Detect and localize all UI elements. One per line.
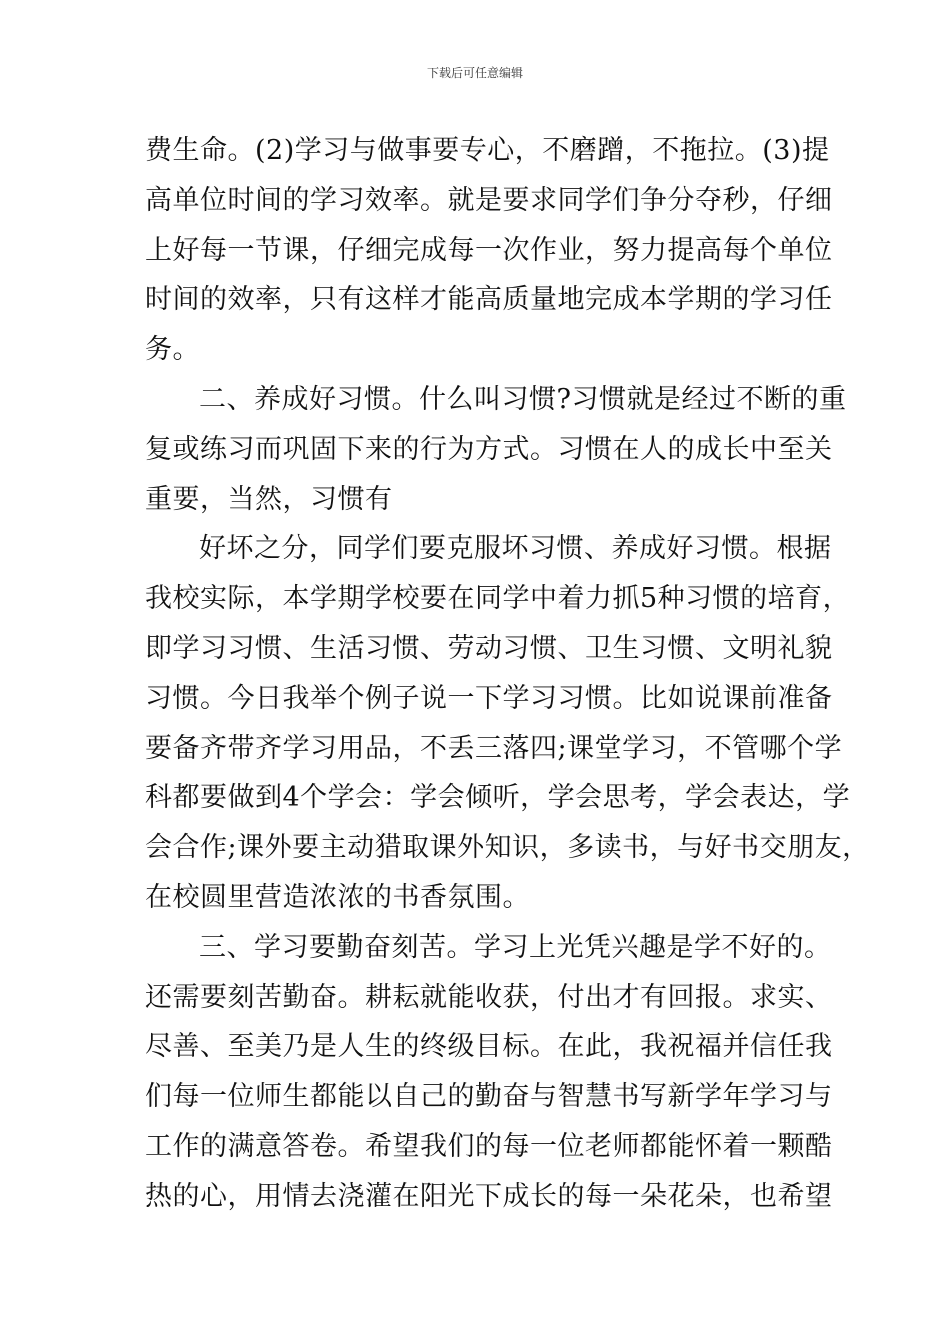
text-line: 重要，当然，习惯有	[145, 483, 393, 515]
text-line: 还需要刻苦勤奋。耕耘就能收获，付出才有回报。求实、	[145, 981, 833, 1013]
text-line: 要备齐带齐学习用品，不丢三落四;课堂学习，不管哪个学	[145, 732, 843, 764]
text-line: 尽善、至美乃是人生的终级目标。在此，我祝福并信任我	[145, 1031, 833, 1063]
text-line: 高单位时间的学习效率。就是要求同学们争分夺秒，仔细	[145, 184, 833, 216]
text-line: 我校实际，本学期学校要在同学中着力抓5种习惯的培育，	[145, 583, 851, 615]
text-line: 们每一位师生都能以自己的勤奋与智慧书写新学年学习与	[145, 1081, 833, 1113]
text-line: 科都要做到4个学会：学会倾听，学会思考，学会表达，学	[145, 782, 851, 814]
paragraph-start-line: 二、养成好习惯。什么叫习惯?习惯就是经过不断的重	[199, 383, 847, 415]
text-line: 上好每一节课，仔细完成每一次作业，努力提高每个单位	[145, 234, 833, 266]
text-line: 在校圆里营造浓浓的书香氛围。	[145, 881, 530, 913]
paragraph-start-line: 三、学习要勤奋刻苦。学习上光凭兴趣是学不好的。	[199, 931, 832, 963]
page-header: 下载后可任意编辑	[426, 66, 523, 80]
text-line: 工作的满意答卷。希望我们的每一位老师都能怀着一颗酷	[145, 1130, 833, 1162]
text-line: 会合作;课外要主动猎取课外知识，多读书，与好书交朋友，	[145, 832, 870, 864]
body-text	[145, 126, 870, 1222]
text-line: 时间的效率，只有这样才能高质量地完成本学期的学习任	[145, 284, 833, 316]
text-line: 习惯。今日我举个例子说一下学习习惯。比如说课前准备	[145, 682, 833, 714]
text-line: 即学习习惯、生活习惯、劳动习惯、卫生习惯、文明礼貌	[145, 632, 833, 664]
text-line: 费生命。(2)学习与做事要专心，不磨蹭，不拖拉。(3)提	[145, 135, 830, 166]
text-line: 复或练习而巩固下来的行为方式。习惯在人的成长中至关	[145, 433, 833, 465]
text-line: 务。	[145, 334, 200, 366]
paragraph-start-line: 好坏之分，同学们要克服坏习惯、养成好习惯。根据	[199, 533, 832, 565]
text-line: 热的心，用情去浇灌在阳光下成长的每一朵花朵，也希望	[145, 1180, 833, 1212]
